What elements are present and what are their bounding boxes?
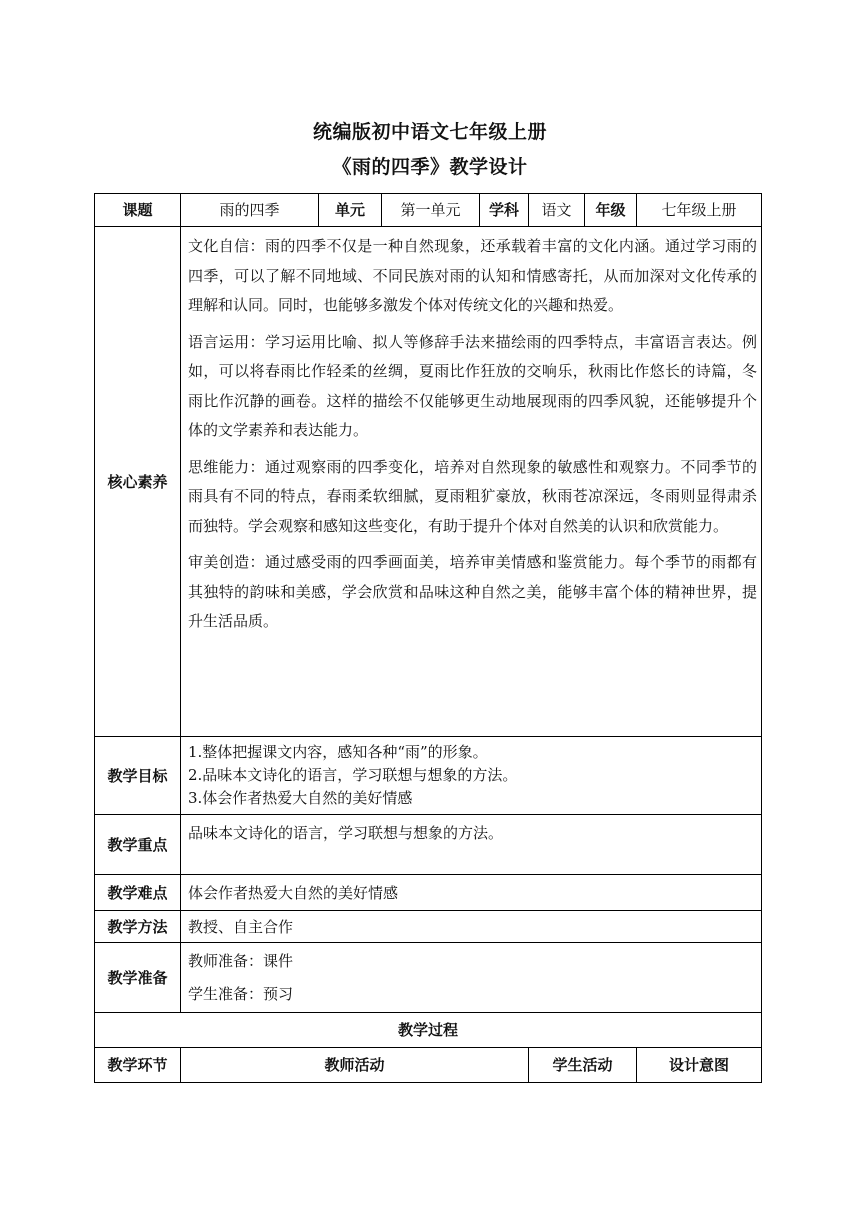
teacher-preparation: 教师准备：课件 [188,951,294,970]
methods-row [95,911,762,943]
lesson-plan-table [94,193,762,1083]
key-points-value: 品味本文诗化的语言，学习联想与想象的方法。 [181,815,762,875]
document-title: 统编版初中语文七年级上册 [312,121,547,143]
teaching-goals-row [95,737,762,815]
teaching-goals-content [181,737,762,815]
key-points-label: 教学重点 [95,815,181,875]
process-heading-row [95,1013,762,1048]
core-literacy-thinking: 思维能力：通过观察雨的四季变化，培养对自然现象的敏感性和观察力。不同季节的雨具有不同的特点，春雨柔软细腻，夏雨粗犷豪放，秋雨苍凉深远，冬雨则显得肃杀而独特。学会观察和感知这些变化，有助于提升个体对自然美的认识和欣赏能力。 [188,457,757,535]
col-student-activity: 学生活动 [529,1048,637,1083]
core-literacy-row [95,227,762,737]
difficulties-value: 体会作者热爱大自然的美好情感 [181,875,762,911]
core-literacy-language: 语言运用：学习运用比喻、拟人等修辞手法来描绘雨的四季特点，丰富语言表达。例如，可以将春雨比作轻柔的丝绸，夏雨比作狂放的交响乐，秋雨比作悠长的诗篇，冬雨比作沉静的画卷。这样的描绘不仅能够更生动地展现雨的四季风貌，还能够提升个体的文学素养和表达能力。 [188,332,757,439]
unit-label: 单元 [319,194,382,227]
teaching-goals-label: 教学目标 [95,737,181,815]
document-subtitle: 《雨的四季》教学设计 [332,156,528,178]
methods-value: 教授、自主合作 [181,911,762,943]
topic-label: 课题 [95,194,181,227]
teaching-goal-item: 1.整体把握课文内容，感知各种“雨”的形象。 [188,743,488,761]
methods-label: 教学方法 [95,911,181,943]
core-literacy-culture: 文化自信：雨的四季不仅是一种自然现象，还承载着丰富的文化内涵。通过学习雨的四季，可以了解不同地域、不同民族对雨的认知和情感寄托，从而加深对文化传承的理解和认同。同时，也能够多激发个体对传统文化的兴趣和热爱。 [188,237,757,314]
col-teacher-activity: 教师活动 [181,1048,529,1083]
student-preparation: 学生准备：预习 [188,984,294,1003]
core-literacy-label: 核心素养 [95,227,181,737]
teaching-goal-item: 3.体会作者热爱大自然的美好情感 [188,789,413,807]
preparation-row [95,943,762,1013]
core-literacy-aesthetics: 审美创造：通过感受雨的四季画面美，培养审美情感和鉴赏能力。每个季节的雨都有其独特的韵味和美感，学会欣赏和品味这种自然之美，能够丰富个体的精神世界，提升生活品质。 [188,553,757,630]
header-row [95,194,762,227]
col-design-intent: 设计意图 [637,1048,762,1083]
subject-label: 学科 [480,194,529,227]
difficulties-row [95,875,762,911]
grade-value: 七年级上册 [637,194,762,227]
teaching-goal-item: 2.品味本文诗化的语言，学习联想与想象的方法。 [188,766,518,784]
col-stage: 教学环节 [95,1048,181,1083]
topic-value: 雨的四季 [181,194,319,227]
unit-value: 第一单元 [382,194,480,227]
core-literacy-content [181,227,762,737]
process-heading: 教学过程 [95,1013,762,1048]
preparation-label: 教学准备 [95,943,181,1013]
grade-label: 年级 [585,194,637,227]
preparation-content [181,943,762,1013]
difficulties-label: 教学难点 [95,875,181,911]
key-points-row [95,815,762,875]
subject-value: 语文 [529,194,585,227]
process-columns-row [95,1048,762,1083]
